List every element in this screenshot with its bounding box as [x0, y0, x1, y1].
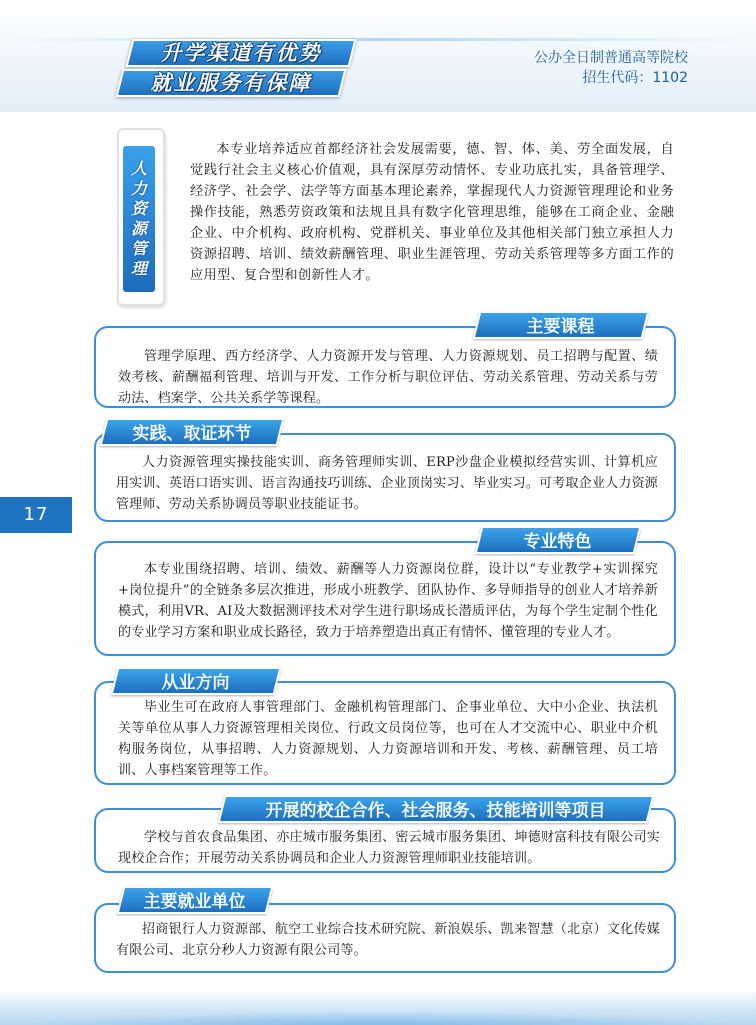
employers-text: 招商银行人力资源部、航空工业综合技术研究院、新浪娱乐、凯来智慧（北京）文化传媒有限公司、北京分秒人力资源有限公司等。: [116, 922, 660, 958]
employers-heading: 主要就业单位: [117, 886, 274, 914]
bottom-decoration-band: [0, 989, 756, 1025]
slogan-banner: [115, 37, 351, 99]
major-char: 力: [130, 179, 147, 198]
cooperation-text: 学校与首农食品集团、亦庄城市服务集团、密云城市服务集团、坤德财富科技有限公司实现校企合作；开展劳动关系协调员和企业人力资源管理师职业技能培训。: [118, 830, 660, 866]
careers-text: 毕业生可在政府人事管理部门、金融机构管理部门、企事业单位、大中小企业、执法机关等单位从事人力资源管理相关岗位、行政文员岗位等，也可在人才交流中心、职业中介机构服务岗位，从事招聘、人力资源规划、人力资源培训和开发、考核、薪酬管理、员工培训、人事档案管理等工作。: [118, 700, 658, 778]
major-char: 管: [130, 239, 147, 258]
major-char: 理: [130, 259, 147, 278]
features-text: 本专业围绕招聘、培训、绩效、薪酬等人力资源岗位群，设计以“专业教学+实训探究+岗位提升”的全链条多层次推进，形成小班教学、团队协作、多导师指导的创业人才培养新模式，利用VR、AI及大数据测评技术对学生进行职场成长潜质评估，为每个学生定制个性化的专业学习方案和职业成长路径，致力于培养塑造出真正有情怀、懂管理的专业人才。: [118, 562, 658, 640]
admission-code: 招生代码：1102: [582, 70, 688, 86]
major-char: 资: [130, 199, 147, 218]
courses-text: 管理学原理、西方经济学、人力资源开发与管理、人力资源规划、员工招聘与配置、绩效考核、薪酬福利管理、培训与开发、工作分析与职位评估、劳动关系管理、劳动关系与劳动法、档案学、公共关系学等课程。: [118, 349, 658, 406]
cooperation-heading: 开展的校企合作、社会服务、技能培训等项目: [218, 795, 655, 823]
practice-text: 人力资源管理实操技能实训、商务管理师实训、ERP沙盘企业模拟经营实训、计算机应用实训、英语口语实训、语言沟通技巧训练、企业顶岗实习、毕业实习。可考取企业人力资源管理师、劳动关系协调员等职业技能证书。: [116, 455, 658, 512]
school-info: [534, 48, 688, 88]
major-introduction: 本专业培养适应首都经济社会发展需要，德、智、体、美、劳全面发展，自觉践行社会主义核心价值观，具有深厚劳动情怀、专业功底扎实，具备管理学、经济学、社会学、法学等方面基本理论素养，掌握现代人力资源管理理论和业务操作技能，熟悉劳资政策和法规且具有数字化管理思维，能够在工商企业、金融企业、中介机构、政府机构、党群机关、事业单位及其他相关部门独立承担人力资源招聘、培训、绩效薪酬管理、职业生涯管理、劳动关系管理等多方面工作的应用型、复合型和创新性人才。: [190, 142, 674, 283]
banner-line-1: 升学渠道有优势: [160, 41, 322, 65]
practice-heading: 实践、取证环节: [100, 418, 285, 446]
banner-line-2: 就业服务有保障: [150, 71, 312, 95]
section-features: [94, 541, 676, 656]
features-heading: 专业特色: [475, 526, 642, 554]
major-char: 人: [130, 159, 147, 178]
major-char: 源: [130, 219, 147, 238]
major-name-vertical: [123, 146, 155, 292]
courses-heading: 主要课程: [473, 311, 650, 339]
school-type: 公办全日制普通高等院校: [534, 50, 688, 66]
careers-heading: 从业方向: [111, 667, 282, 695]
major-name-label: [117, 128, 165, 306]
page-number: 17: [0, 497, 72, 533]
